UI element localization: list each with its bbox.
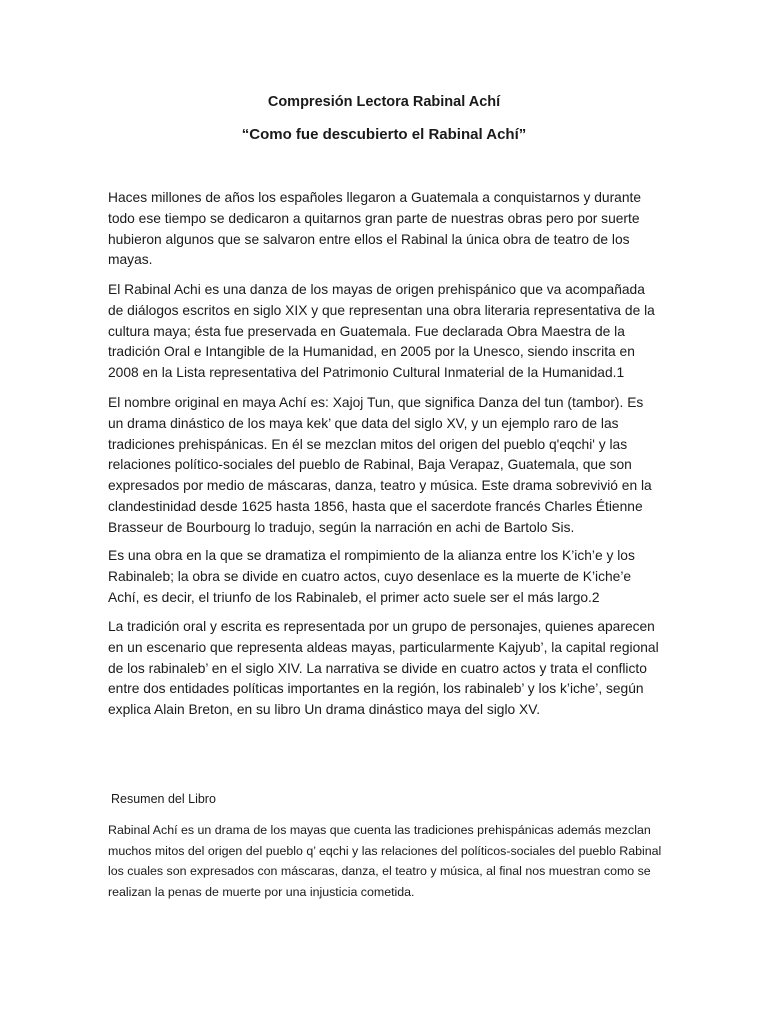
document-subtitle: “Como fue descubierto el Rabinal Achí” [241,126,527,143]
paragraph: El Rabinal Achi es una danza de los mayas de origen prehispánico que va acompañada de diálogos escritos en siglo XIX y que representan una obra literaria representativa de la cultura maya; ésta fue preservada en Guatemala. Fue declarada Obra Maestra de la tradición Oral e Intangible de la Humanidad, en 2005 por la Unesco, siendo inscrita en 2008 en la Lista representativa del Patrimonio Cultural Inmaterial de la Humanidad.1 [108,282,655,381]
paragraph: El nombre original en maya Achí es: Xajoj Tun, que significa Danza del tun (tambor). Es un drama dinástico de los maya kek’ que data del siglo XV, y un ejemplo raro de las tradiciones prehispánicas. En él se mezclan mitos del origen del pueblo q'eqchi' y las relaciones político-sociales del pueblo de Rabinal, Baja Verapaz, Guatemala, que son expresados por medio de máscaras, danza, teatro y música. Este drama sobrevivió en la clandestinidad desde 1625 hasta 1856, hasta que el sacerdote francés Charles Étienne Brasseur de Bourbourg lo tradujo, según la narración en achi de Bartolo Sis. [108,395,652,535]
summary-text: Rabinal Achí es un drama de los mayas que cuenta las tradiciones prehispánicas además mezclan muchos mitos del origen del pueblo q’ eqchi y las relaciones del políticos-sociales del pueblo Rabinal los cuales son expresados con máscaras, danza, el teatro y música, al final nos muestran como se realizan la penas de muerte por una injusticia cometida. [108,823,662,899]
paragraph: La tradición oral y escrita es representada por un grupo de personajes, quienes aparecen en un escenario que representa aldeas mayas, particularmente Kajyub’, la capital regional de los rabinaleb’ en el siglo XIV. La narrativa se divide en cuatro actos y trata el conflicto entre dos entidades políticas importantes en la región, los rabinaleb’ y los k’iche’, según explica Alain Breton, en su libro Un drama dinástico maya del siglo XV. [108,619,659,718]
summary-heading: Resumen del Libro [111,792,216,806]
paragraph: Haces millones de años los españoles llegaron a Guatemala a conquistarnos y durante todo ese tiempo se dedicaron a quitarnos gran parte de nuestras obras pero por suerte hubieron algunos que se salvaron entre ellos el Rabinal la única obra de teatro de los mayas. [108,190,642,268]
paragraph: Es una obra en la que se dramatiza el rompimiento de la alianza entre los K’ich’e y los Rabinaleb; la obra se divide en cuatro actos, cuyo desenlace es la muerte de K’iche’e Achí, es decir, el triunfo de los Rabinaleb, el primer acto suele ser el más largo.2 [108,548,635,605]
document-title: Compresión Lectora Rabinal Achí [267,94,501,110]
